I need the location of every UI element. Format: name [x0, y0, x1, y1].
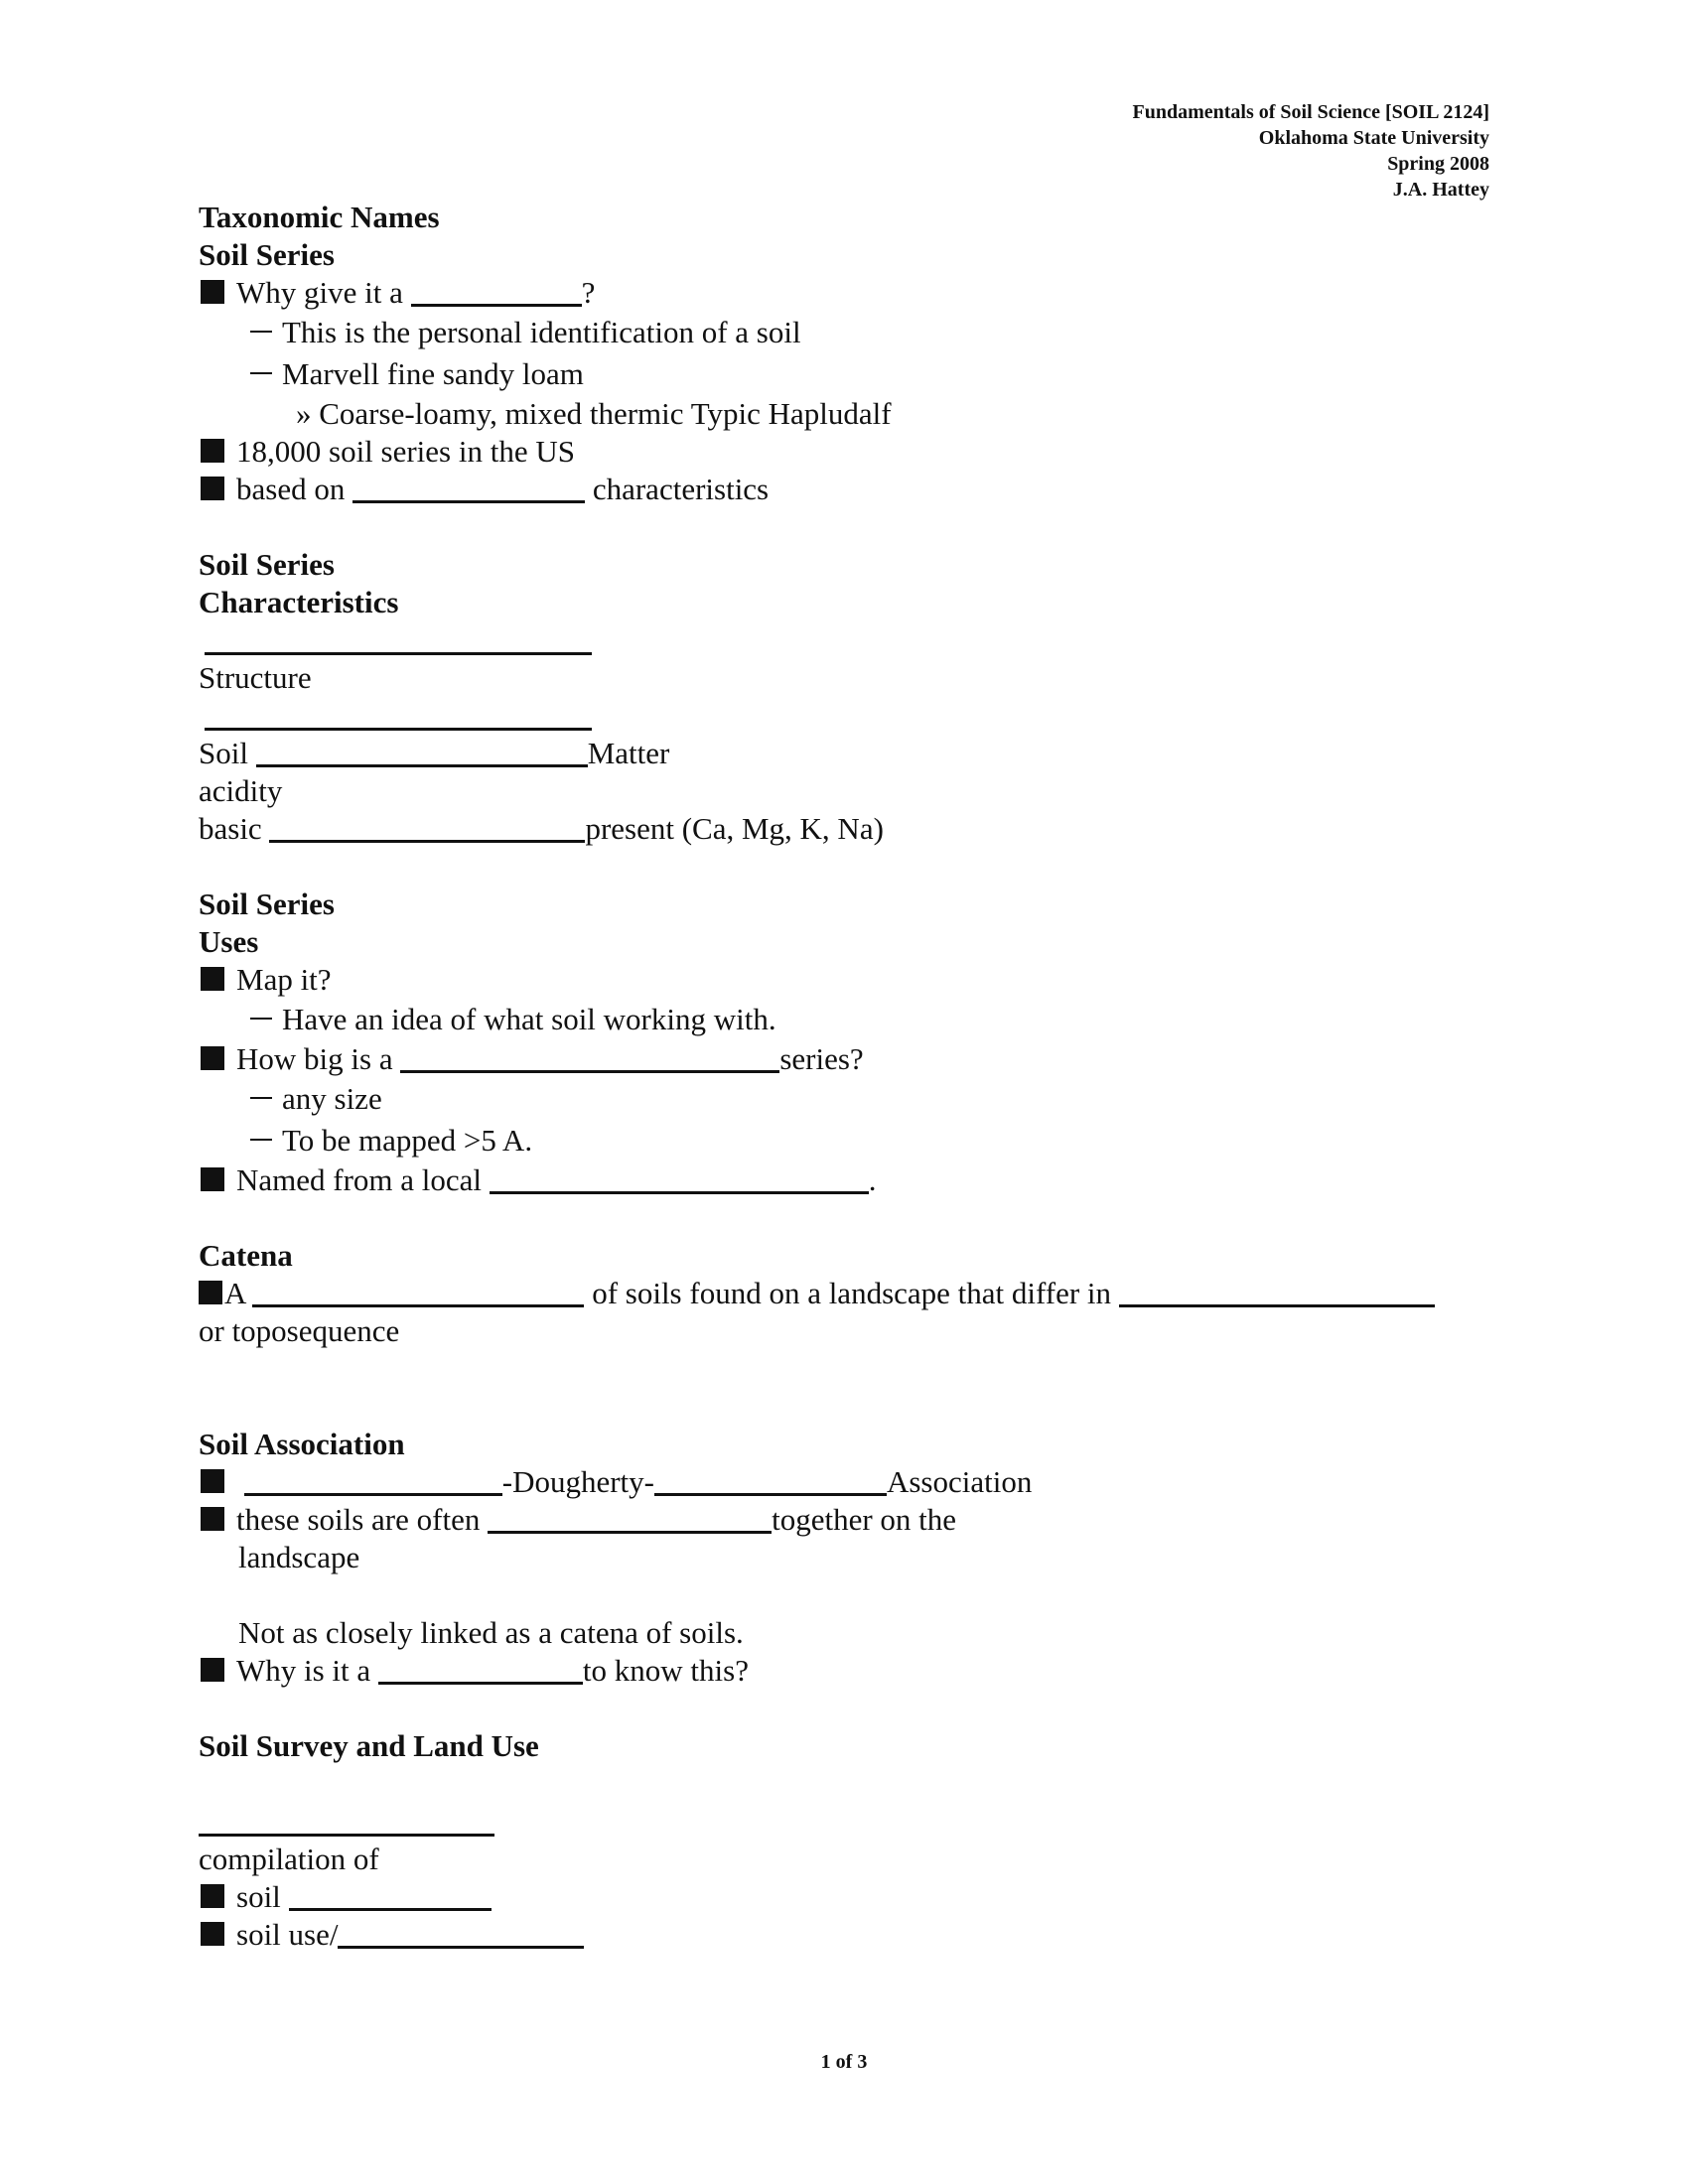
- fill-in-blank[interactable]: [252, 1275, 584, 1307]
- list-item: Why is it a to know this?: [199, 1652, 1499, 1690]
- section-title-soil-survey: Soil Survey and Land Use: [199, 1728, 539, 1763]
- sub-item: This is the personal identification of a soil: [199, 312, 1499, 353]
- section-title-soil-association: Soil Association: [199, 1427, 405, 1461]
- list-item: 18,000 soil series in the US: [199, 433, 1499, 471]
- fill-in-blank[interactable]: [411, 274, 582, 307]
- fill-in-blank[interactable]: [199, 1834, 494, 1837]
- blank-line: [199, 1803, 1499, 1841]
- fill-in-blank[interactable]: [289, 1878, 492, 1911]
- bullet-square-icon: [201, 1167, 224, 1191]
- list-item: soil: [199, 1878, 1499, 1916]
- fill-in-blank[interactable]: [256, 735, 588, 767]
- bullet-square-icon: [201, 280, 224, 304]
- fill-in-blank[interactable]: [1119, 1275, 1435, 1307]
- sub-sub-item: » Coarse-loamy, mixed thermic Typic Hapludalf: [296, 396, 892, 431]
- course-title: Fundamentals of Soil Science [SOIL 2124]: [1132, 101, 1489, 123]
- university-name: Oklahoma State University: [1258, 127, 1489, 149]
- structure-label: Structure: [199, 660, 312, 695]
- sub-item: Have an idea of what soil working with.: [199, 999, 1499, 1040]
- section-title-soil-series: Soil Series: [199, 887, 335, 921]
- bullet-square-icon: [201, 477, 224, 500]
- sub-item: any size: [199, 1078, 1499, 1120]
- list-item: Why give it a ?: [199, 274, 1499, 312]
- list-item: Named from a local .: [199, 1161, 1499, 1199]
- list-item: A of soils found on a landscape that differ in: [199, 1275, 1499, 1312]
- bullet-square-icon: [199, 1281, 222, 1304]
- fill-in-blank[interactable]: [378, 1652, 583, 1685]
- list-item: -Dougherty- Association: [199, 1463, 1499, 1501]
- section-title-soil-series: Soil Series: [199, 237, 335, 272]
- blank-line: [199, 697, 1499, 735]
- bullet-square-icon: [201, 1469, 224, 1493]
- fill-in-blank[interactable]: [244, 1463, 502, 1496]
- toposequence-line: or toposequence: [199, 1313, 400, 1348]
- fill-in-blank[interactable]: [400, 1040, 779, 1073]
- dash-icon: [250, 331, 272, 333]
- section-title-characteristics: Characteristics: [199, 585, 399, 619]
- fill-in-blank[interactable]: [269, 810, 585, 843]
- list-item: Map it?: [199, 961, 1499, 999]
- sub-item: Marvell fine sandy loam: [199, 353, 1499, 395]
- fill-in-blank[interactable]: [338, 1916, 584, 1949]
- dash-icon: [250, 372, 272, 374]
- section-title-taxonomic-names: Taxonomic Names: [199, 200, 440, 234]
- dash-icon: [250, 1097, 272, 1099]
- list-item: these soils are often together on the: [199, 1501, 1499, 1539]
- bullet-square-icon: [201, 1922, 224, 1946]
- fill-in-blank[interactable]: [352, 471, 585, 503]
- bullet-square-icon: [201, 1507, 224, 1531]
- fill-in-blank[interactable]: [205, 728, 592, 731]
- list-item: soil use/: [199, 1916, 1499, 1954]
- list-item-continuation: landscape: [238, 1540, 360, 1574]
- section-title-soil-series: Soil Series: [199, 547, 335, 582]
- basic-line: basic present (Ca, Mg, K, Na): [199, 811, 884, 846]
- fill-in-blank[interactable]: [205, 652, 592, 655]
- section-title-catena: Catena: [199, 1238, 293, 1273]
- bullet-square-icon: [201, 967, 224, 991]
- fill-in-blank[interactable]: [490, 1161, 869, 1194]
- sub-item: To be mapped >5 A.: [199, 1120, 1499, 1161]
- fill-in-blank[interactable]: [488, 1501, 772, 1534]
- page-number: 1 of 3: [820, 2051, 868, 2073]
- bullet-square-icon: [201, 439, 224, 463]
- bullet-square-icon: [201, 1884, 224, 1908]
- document-header: [894, 99, 1489, 203]
- bullet-square-icon: [201, 1046, 224, 1070]
- list-item: based on characteristics: [199, 471, 1499, 508]
- blank-line: [199, 621, 1499, 659]
- bullet-square-icon: [201, 1658, 224, 1682]
- compilation-label: compilation of: [199, 1842, 379, 1876]
- acidity-label: acidity: [199, 773, 283, 808]
- list-item: How big is a series?: [199, 1040, 1499, 1078]
- term: Spring 2008: [1387, 153, 1489, 175]
- dash-icon: [250, 1018, 272, 1020]
- fill-in-blank[interactable]: [654, 1463, 887, 1496]
- page-content: [199, 199, 1499, 1954]
- soil-matter-line: Soil Matter: [199, 736, 670, 770]
- dash-icon: [250, 1139, 272, 1141]
- association-note: Not as closely linked as a catena of soils.: [238, 1615, 744, 1650]
- author: J.A. Hattey: [1392, 179, 1489, 201]
- section-title-uses: Uses: [199, 924, 259, 959]
